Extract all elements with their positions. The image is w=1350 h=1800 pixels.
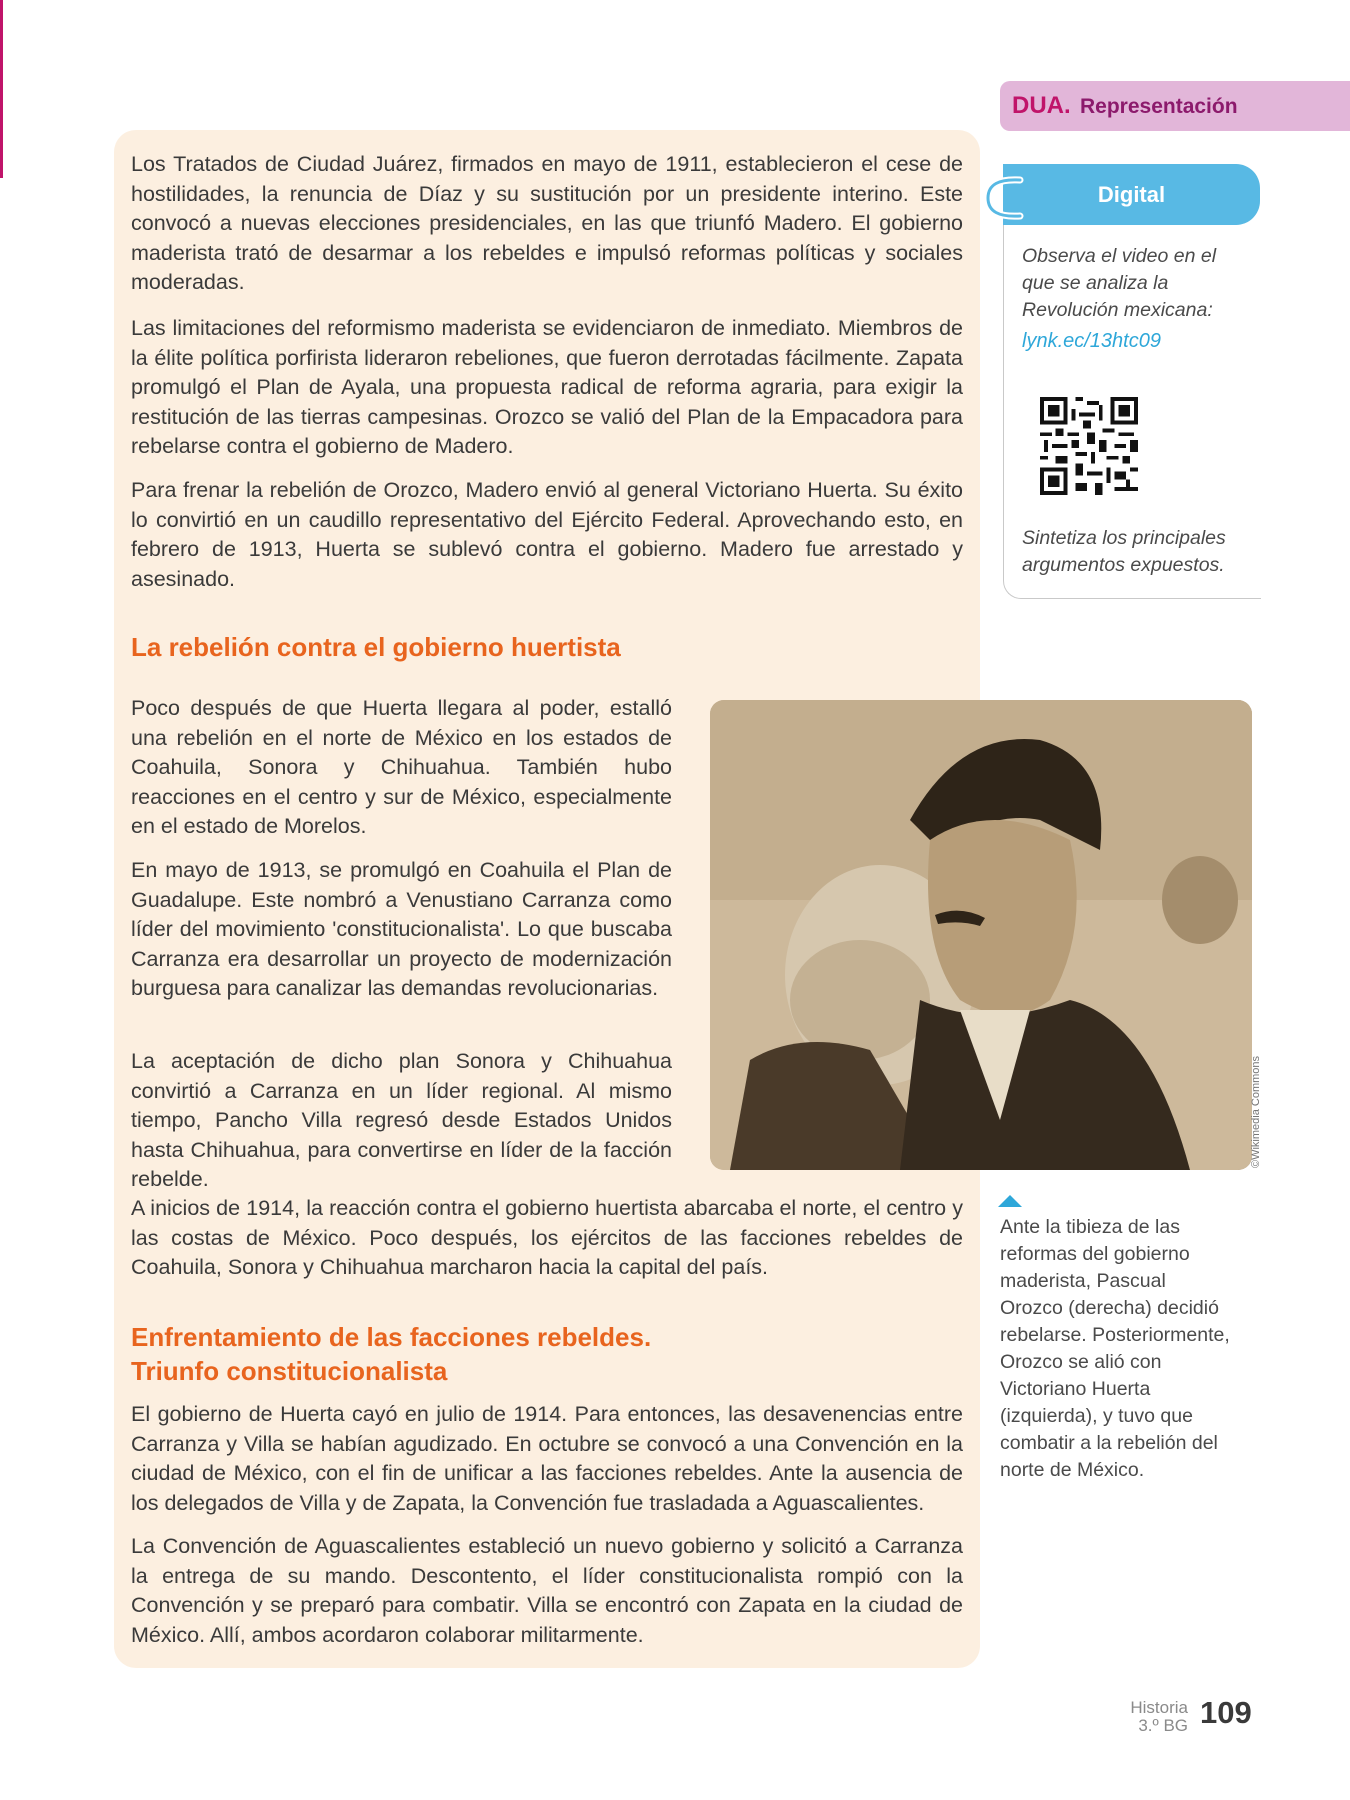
caption-arrow-icon [998, 1195, 1022, 1207]
digital-c-icon [982, 172, 1028, 224]
dua-title: Representación [1080, 95, 1238, 118]
heading-line-2: Triunfo constitucionalista [131, 1356, 448, 1386]
paragraph-6: La aceptación de dicho plan Sonora y Chihuahua convirtió a Carranza en un líder regional. Al mismo tiempo, Pancho Villa regresó desde Estados Unidos hasta Chihuahua, para convertirse en líder de la facción rebelde. [131, 1049, 672, 1191]
photo-caption: Ante la tibieza de las reformas del gobierno maderista, Pascual Orozco (derecha) decidió rebelarse. Posteriormente, Orozco se alió con Victoriano Huerta (izquierda), y tuvo que combatir a la rebelión del norte de México. [1000, 1216, 1230, 1481]
dua-tab [1000, 81, 1350, 131]
paragraph-5: En mayo de 1913, se promulgó en Coahuila el Plan de Guadalupe. Este nombró a Venustiano Carranza como líder del movimiento 'constitucionalista'. Lo que buscaba Carranza era desarrollar un proyecto de modernización burguesa para canalizar las demandas revolucionarias. [131, 858, 672, 1000]
heading-line-1: Enfrentamiento de las facciones rebeldes. [131, 1322, 652, 1352]
section-heading-huertista: La rebelión contra el gobierno huertista [131, 632, 621, 662]
paragraph-2: Las limitaciones del reformismo maderista se evidenciaron de inmediato. Miembros de la élite política porfirista lideraron rebeliones, que fueron derrotadas fácilmente. Zapata promulgó el Plan de Ayala, una propuesta radical de reforma agraria, para exigir la restitución de las tierras campesinas. Orozco se valió del Plan de la Empacadora para rebelarse contra el gobierno de Madero. [131, 316, 963, 458]
paragraph-8: El gobierno de Huerta cayó en julio de 1914. Para entonces, las desavenencias entre Carranza y Villa se habían agudizado. En octubre se convocó a una Convención en la ciudad de México, con el fin de unificar a las facciones rebeldes. Ante la ausencia de los delegados de Villa y de Zapata, la Convención fue trasladada a Aguascalientes. [131, 1402, 963, 1515]
photo-credit: ©Wikimedia Commons [1250, 1055, 1262, 1168]
footer-subject: Historia [1130, 1698, 1188, 1717]
digital-outro: Sintetiza los principales argumentos expuestos. [1022, 527, 1226, 576]
section-heading-enfrentamiento [131, 1320, 651, 1388]
digital-intro: Observa el video en el que se analiza la Revolución mexicana: [1022, 245, 1217, 321]
paragraph-3: Para frenar la rebelión de Orozco, Madero envió al general Victoriano Huerta. Su éxito lo convirtió en un caudillo representativo del Ejército Federal. Aprovechando esto, en febrero de 1913, Huerta se sublevó contra el gobierno. Madero fue arrestado y asesinado. [131, 478, 963, 591]
photo-illustration [710, 700, 1252, 1170]
footer-course: 3.º BG [1138, 1716, 1188, 1735]
page-number: 109 [1200, 1695, 1252, 1730]
dua-label: DUA. [1012, 92, 1071, 119]
paragraph-7: A inicios de 1914, la reacción contra el gobierno huertista abarcaba el norte, el centro y las costas de México. Poco después, los ejércitos de las facciones rebeldes de Coahuila, Sonora y Chihuahua marcharon hacia la capital del país. [131, 1196, 963, 1279]
historical-photo [710, 700, 1252, 1170]
paragraph-4: Poco después de que Huerta llegara al poder, estalló una rebelión en el norte de México en los estados de Coahuila, Sonora y Chihuahua. También hubo reacciones en el centro y sur de México, especialmente en el estado de Morelos. [131, 696, 672, 838]
paragraph-1: Los Tratados de Ciudad Juárez, firmados en mayo de 1911, establecieron el cese de hostilidades, la renuncia de Díaz y su sustitución por un presidente interino. Este convocó a nuevas elecciones presidenciales, en las que triunfó Madero. El gobierno maderista trató de desarmar a los rebeldes e impulsó reformas políticas y sociales moderadas. [131, 152, 963, 294]
digital-label: Digital [1003, 164, 1260, 225]
qr-code-icon[interactable] [1040, 397, 1138, 495]
digital-link[interactable]: lynk.ec/13htc09 [1022, 330, 1161, 352]
edge-mark [0, 0, 3, 178]
paragraph-9: La Convención de Aguascalientes estableció un nuevo gobierno y solicitó a Carranza la entrega de su mando. Descontento, el líder constitucionalista rompió con la Convención y se preparó para combatir. Villa se encontró con Zapata en la ciudad de México. Allí, ambos acordaron colaborar militarmente. [131, 1534, 963, 1647]
